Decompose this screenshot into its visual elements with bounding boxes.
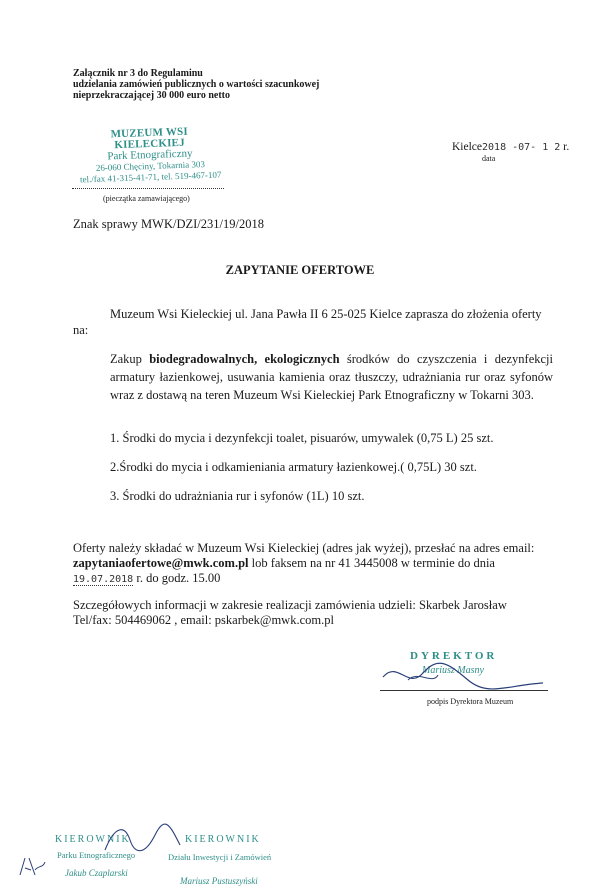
scope-prefix: Zakup xyxy=(110,352,150,366)
signature-caption: podpis Dyrektora Muzeum xyxy=(427,697,514,706)
contact-paragraph xyxy=(73,598,553,628)
list-item: 3. Środki do udrażniania rur i syfonów (1L) 10 szt. xyxy=(110,489,365,503)
stamp-caption: (pieczątka zamawiającego) xyxy=(103,194,190,203)
director-stamp-title: DYREKTOR xyxy=(410,650,498,662)
offers-line-2: lob faksem na nr 41 3445008 w terminie do dnia xyxy=(248,556,495,570)
initials-signature xyxy=(17,850,47,880)
header-line-2: udzielania zamówień publicznych o wartości szacunkowej xyxy=(73,79,320,90)
manager-stamp-name: Jakub Czaplarski xyxy=(65,868,128,878)
director-stamp-name: Mariusz Masny xyxy=(422,665,484,676)
intro-line-2: na: xyxy=(73,323,89,337)
handwritten-date: 2018 -07- 1 2 xyxy=(482,142,561,153)
offers-line-1: Oferty należy składać w Muzeum Wsi Kieleckiej (adres jak wyżej), przesłać na adres email: xyxy=(73,541,535,555)
manager-stamp-title: KIEROWNIK xyxy=(55,834,131,845)
offers-line-3: r. do godz. 15.00 xyxy=(133,571,221,585)
offers-email[interactable]: zapytaniaofertowe@mwk.com.pl xyxy=(73,556,249,570)
manager-stamp-name: Mariusz Pustuszyński xyxy=(180,876,258,886)
place-date xyxy=(452,141,569,153)
stamp-name: MUZEUM WSI KIELECKIEJ xyxy=(110,125,189,152)
manager-stamp-dept: Parku Etnograficznego xyxy=(57,850,136,860)
header-line-1: Załącznik nr 3 do Regulaminu xyxy=(73,68,203,79)
manager-stamp-title: KIEROWNIK xyxy=(185,834,261,845)
list-item: 1. Środki do mycia i dezynfekcji toalet, pisuarów, umywalek (0,75 L) 25 szt. xyxy=(110,431,494,445)
director-signature xyxy=(378,655,548,695)
document-title: ZAPYTANIE OFERTOWE xyxy=(225,263,375,277)
city: Kielce xyxy=(452,141,483,153)
header-line-3: nieprzekraczającej 30 000 euro netto xyxy=(73,90,230,101)
intro-line-1: Muzeum Wsi Kieleckiej ul. Jana Pawła II 6 25-025 Kielce zaprasza do złożenia oferty xyxy=(110,307,542,321)
scope-rest: środków do czyszczenia i dezynfekcji armatury łazienkowej, usuwania kamienia oraz tłuszczy, udrażniania rur oraz syfonów wraz z dostawą na teren Muzeum Wsi Kieleckiej Park Etnograficzny w Tokarni 303. xyxy=(110,352,553,402)
case-reference: Znak sprawy MWK/DZI/231/19/2018 xyxy=(73,217,264,231)
handwritten-deadline: 19.07.2018 xyxy=(73,574,134,585)
contact-line-1: Szczegółowych informacji w zakresie realizacji zamówienia udzieli: Skarbek Jarosław xyxy=(73,598,507,612)
stamp-phone: tel./fax 41-315-41-71, tel. 519-467-107 xyxy=(79,169,222,185)
intro-paragraph xyxy=(73,306,553,338)
manager-stamp-dept: Działu Inwestycji i Zamówień xyxy=(168,852,272,862)
contact-line-2: Tel/fax: 504469062 , email: pskarbek@mwk.com.pl xyxy=(73,613,334,627)
attachment-header xyxy=(73,68,319,101)
organization-stamp xyxy=(74,125,226,185)
manager-signature xyxy=(85,820,205,860)
list-item: 2.Środki do mycia i odkamieniania armatury łazienkowej.( 0,75L) 30 szt. xyxy=(110,460,477,474)
stamp-subtitle: Park Etnograficzny xyxy=(107,147,193,163)
stamp-dotted-line xyxy=(72,188,224,189)
scope-paragraph xyxy=(110,350,553,404)
date-caption: data xyxy=(482,154,496,163)
signature-line xyxy=(380,690,548,691)
date-suffix: r. xyxy=(563,141,570,153)
stamp-address: 26-060 Chęciny, Tokarnia 303 xyxy=(95,159,206,173)
offers-paragraph xyxy=(73,541,553,587)
scope-bold: biodegradowalnych, ekologicznych xyxy=(149,352,340,366)
